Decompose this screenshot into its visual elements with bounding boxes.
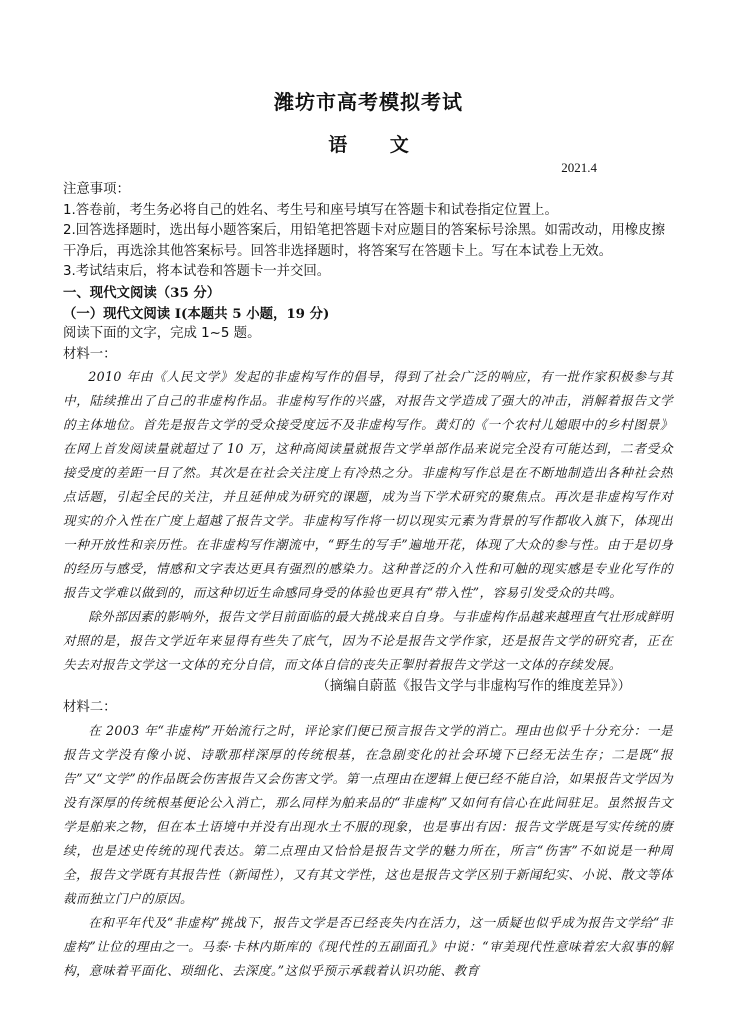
material1-label: 材料一： xyxy=(63,346,117,362)
exam-body xyxy=(63,180,673,983)
material1-source: （摘编自蔚蓝《报告文学与非虚构写作的维度差异》） xyxy=(316,679,631,695)
notes-heading: 注意事项： xyxy=(63,182,130,197)
note-item-1: 1.答卷前，考生务必将自己的姓名、考生号和座号填写在答题卡和试卷指定位置上。 xyxy=(63,202,558,218)
material2-paragraph: 在和平年代及“非虚构”挑战下，报告文学是否已经丧失内在活力，这一质疑也似乎成为报告文学给“非虚构”让位的理由之一。马泰·卡林内斯库的《现代性的五副面孔》中说：“审美现代性意味着宏大叙事的解构，意味着平面化、琐细化、去深度。”这似乎预示承载着认识功能、教育 xyxy=(63,914,673,978)
note-item-2: 2.回答选择题时，选出每小题答案后，用铅笔把答题卡对应题目的答案标号涂黑。如需改动，用橡皮擦干净后，再选涂其他答案标号。回答非选择题时，将答案写在答题卡上。写在本试卷上无效。 xyxy=(63,223,665,259)
note-item-3: 3.考试结束后，将本试卷和答题卡一并交回。 xyxy=(63,264,331,280)
exam-title: 潍坊市高考模拟考试 xyxy=(274,90,463,114)
subject-title: 语 文 xyxy=(328,134,427,156)
material1-paragraph: 除外部因素的影响外，报告文学目前面临的最大挑战来自自身。与非虚构作品越来越理直气壮形成鲜明对照的是，报告文学近年来显得有些失了底气，因为不论是报告文学作家，还是报告文学的研究者，正在失去对报告文学这一文体的充分自信，而文体自信的丧失正掣肘着报告文学这一文体的存续发展。 xyxy=(63,609,673,673)
material2-label: 材料二： xyxy=(63,699,117,715)
section-sub-heading: （一）现代文阅读 I(本题共 5 小题，19 分) xyxy=(63,305,330,322)
material1-paragraph: 2010 年由《人民文学》发起的非虚构写作的倡导，得到了社会广泛的响应，有一批作家积极参与其中，陆续推出了自己的非虚构作品。非虚构写作的兴盛，对报告文学造成了强大的冲击，消解着报告文学的主体地位。首先是报告文学的受众接受度远不及非虚构写作。黄灯的《一个农村儿媳眼中的乡村图景》在网上首发阅读量就超过了 10 万，这种高阅读量就报告文学单部作品来说完全没有可能达到，二者受众接受度的差距一目了然。其次是在社会关注度上有冷热之分。非虚构写作总是在不断地制造出各种社会热点话题，引起全民的关注，并且延伸成为研究的课题，成为当下学术研究的聚焦点。再次是非虚构写作对现实的介入性在广度上超越了报告文学。非虚构写作将一切以现实元素为背景的写作都收入旗下，体现出一种开放性和亲历性。在非虚构写作潮流中，“野生的写手”遍地开花，体现了大众的参与性。由于是切身的经历与感受，情感和文字表达更具有强烈的感染力。这种普泛的介入性和可触的现实感是专业化写作的报告文学难以做到的，而这种切近生命感同身受的体验也更具有“带入性”，容易引发受众的共鸣。 xyxy=(63,369,673,601)
section-heading: 一、现代文阅读（35 分） xyxy=(63,284,221,301)
section-instruction: 阅读下面的文字，完成 1~5 题。 xyxy=(63,326,261,342)
material2-paragraph: 在 2003 年“非虚构”开始流行之时，评论家们便已预言报告文学的消亡。理由也似乎十分充分：一是报告文学没有像小说、诗歌那样深厚的传统根基，在急剧变化的社会环境下已经无法生存；二是既“报告”又“文学”的作品既会伤害报告又会伤害文学。第一点理由在逻辑上便已经不能自洽，如果报告文学因为没有深厚的传统根基便论公入消亡，那么同样为舶来品的“非虚构”又如何有信心在此间驻足。虽然报告文学是舶来之物，但在本土语境中并没有出现水土不服的现象，也是事出有因：报告文学既是写实传统的赓续，也是述史传统的现代表达。第二点理由又恰恰是报告文学的魅力所在，所言“伤害”不如说是一种周全，报告文学既有其报告性（新闻性），又有其文学性，这也是报告文学区别于新闻纪实、小说、散文等体裁而独立门户的原因。 xyxy=(63,722,673,906)
exam-date: 2021.4 xyxy=(561,160,597,175)
